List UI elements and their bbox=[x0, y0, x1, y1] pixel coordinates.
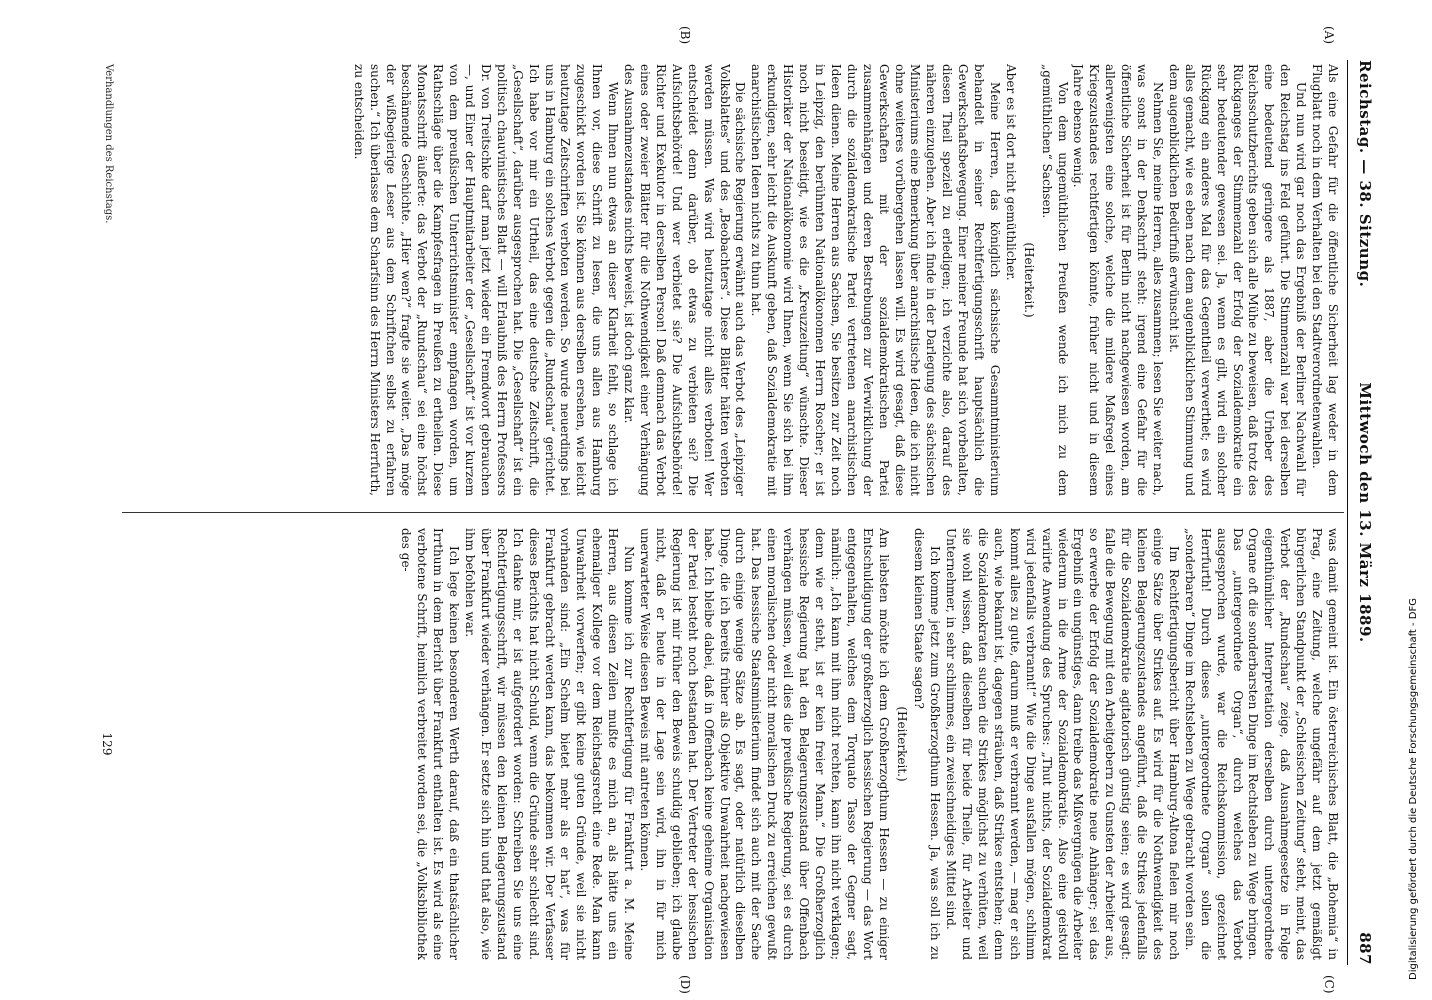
margin-marker-b: (B) bbox=[678, 26, 692, 45]
header-rule bbox=[1347, 60, 1348, 965]
page-number: 887 bbox=[1356, 932, 1374, 965]
right-text-column bbox=[120, 528, 1340, 960]
paragraph: Als eine Gefahr für die öffentliche Sicherheit lag weder in dem Flugblatt noch in dem Verhalten bei den Stadtverordnetenwahlen. bbox=[1310, 64, 1340, 496]
left-text-column bbox=[120, 64, 1340, 496]
interjection: (Heiterkeit.) bbox=[894, 706, 909, 782]
paragraph: Ich lege keinen besonderen Werth darauf, daß ein thatsächlicher Irrthum in dem Bericht über Frankfurt enthalten ist. Es wird als eine verbotene Schrift, heimlich verbreitet worden sei, die „Volksbibliothek des ge- bbox=[399, 528, 462, 960]
column-divider bbox=[122, 512, 1344, 513]
paragraph: Meine Herren, das königlich sächsische Gesammtministerium behandelt in seiner Rechtfertigungsschrift hauptsächlich die Gewerkschaftsbewegung. Einer meiner Freunde hat sich vorbehalten, diesen Theil speziell zu erledigen; ich verzichte also, darauf des näheren einzugehen. Aber ich finde in der Darlegung des sächsischen Ministeriums eine Bemerkung über anarchistische Ideen, die ich nicht ohne weiteres vorübergehen lassen will. Es wird gesagt, daß diese Gewerkschaften mit der sozialdemokratischen Partei zusammenhängen und deren Bestrebungen zur Verwirklichung der durch die sozialdemokratische Partei vertretenen anarchistischen Ideen dienen. Meine Herren aus Sachsen, Sie besitzen zur Zeit noch in Leipzig, den berühmten Nationalökonomen Herrn Roscher; er ist noch nicht beseitigt, wie es die „Kreuzzeitung“ wünschte. Dieser Historiker der Nationalökonomie wird Ihnen, wenn Sie sich bei ihm erkundigen, sehr leicht die Auskunft geben, daß Sozialdemokratie mit anarchistischen Ideen nichts zu thun hat. bbox=[749, 64, 1002, 496]
margin-marker-d: (D) bbox=[678, 975, 692, 994]
running-head-left: Reichstag. — 38. Sitzung. bbox=[1356, 60, 1374, 288]
paragraph: Nehmen Sie, meine Herren, alles zusammen; lesen Sie weiter nach, was sonst in der Denkschrift steht: irgend eine Gefahr für die öffentliche Sicherheit ist für Berlin nicht nachgewiesen worden, am allerwenigsten eine solche, welche die mildere Maßregel eines Kriegszustandes rechtfertigen könnte, früher nicht und in diesem Jahre ebenso wenig. bbox=[1071, 64, 1166, 496]
margin-marker-a: (A) bbox=[1322, 26, 1336, 45]
paragraph: Die sächsische Regierung erwähnt auch das Verbot des „Leipziger Volksblattes“ und des „Beobachters“. Diese Blätter hätten verboten werden müssen. Was wird heutzutage nicht alles verboten! Wer entscheidet denn darüber, ob etwas zu verbieten sei? Die Aufsichtsbehörde! Und wer verbietet sie? Die Aufsichtsbehörde! Richter und Exekutor in derselben Person! Daß demnach das Verbot eines oder zweier Blätter für die Nothwendigkeit einer Verhängung des Ausnahmezustandes nichts beweist, ist doch ganz klar. bbox=[622, 64, 748, 496]
interjection: (Heiterkeit.) bbox=[1021, 242, 1036, 318]
credit-text: Digitalisierung gefördert durch die Deutsche Forschungsgemeinschaft - DFG bbox=[1408, 597, 1419, 980]
paragraph: Von dem ungemüthlichen Preußen wende ich mich zu dem „gemüthlichen“ Sachsen. bbox=[1039, 64, 1070, 496]
running-head-date: Mittwoch den 13. März 1889. bbox=[1356, 382, 1374, 643]
paragraph: was damit gemeint ist. Ein österreichisches Blatt, die „Bohemia“ in Prag, eine Zeitung, welche ungefähr auf dem jetzt gemäßigt bürgerlichen Standpunkt der „Schlesischen Zeitung“ steht, meint, das Verbot der „Rundschau“ zeige, daß Ausnahmegesetze in Folge eigenthümlicher Interpretation derselben durch untergeordnete Organe oft die sonderbarsten Dinge im Rechtsleben zu Wege bringen. Das „untergeordnete Organ“, durch welches das Verbot ausgesprochen wurde, war die Reichskommission, gezeichnet Herrfurth! Durch dieses „untergeordnete Organ“ sollen die „sonderbaren“ Dinge im Rechtsleben zu Wege gebracht worden sein. bbox=[1182, 528, 1340, 960]
paragraph: Und nun wird gar noch das Ergebniß der Berliner Nachwahl für den Reichstag ins Feld geführt. Die Stimmenzahl war bei derselben eine bedeutend geringere als 1887, aber die Urheber des Reichsschutzberichts geben sich alle Mühe zu beweisen, daß trotz des Rückganges der Stimmenzahl der Erfolg der Sozialdemokratie ein sehr bedeutender gewesen sei. Ja, wenn es gilt, wird ein solcher Rückgang ein anderes Mal für das Gegentheil verwerthet; es wird alles gemacht, wie es eben nach dem augenblicklichen Stimmung und dem augenblicklichen Bedürfniß erwünscht ist. bbox=[1166, 64, 1309, 496]
paragraph: Im Rechtfertigungsbericht über Hamburg-Altona fielen mir noch einige Sätze über Strikes auf. Es wird für die Nothwendigkeit des kleinen Belagerungszustandes angeführt, daß die Strikes jedenfalls für die Sozialdemokratie agitatorisch günstig seien; es wird gesagt: falle die Bewegung mit den Arbeitgebern zu Gunsten der Arbeiter aus, so erwerbe der Erfolg der Sozialdemokratie neue Anhänger; sei das Ergebniß ein ungünstiges, dann treibe das Mißvergnügen die Arbeiter wiederum in die Arme der Sozialdemokratie. Also eine geistvoll variirte Anwendung des Spruches: „Thut nichts, der Sozialdemokrat wird jedenfalls verbrannt!“ Wie die Dinge ausfallen mögen, schlimm kommt alles zu gute, darum muß er verbrannt werden, — mag er sich auch, wie bekannt ist, dagegen sträuben, daß Strikes entstehen; denn die Sozialdemokraten suchen die Strikes möglichst zu verhüten, weil sie wohl wissen, daß dieselben für beide Theile, für Arbeiter und Unternehmer, in sehr schlimmes, ein zweischneidiges Mittel sind. bbox=[944, 528, 1181, 960]
paragraph: Aber es ist dort nicht gemüthlicher. bbox=[1003, 64, 1018, 281]
signature-mark: 129 bbox=[100, 732, 114, 756]
footer-signature: Verhandlungen des Reichstags. bbox=[103, 64, 114, 224]
margin-marker-c: (C) bbox=[1322, 975, 1336, 994]
paragraph: Ich komme jetzt zum Großherzogthum Hessen. Ja, was soll ich zu diesem kleinen Staate sagen? bbox=[912, 528, 943, 960]
paragraph: Wenn Ihnen nun etwas an dieser Klarheit fehlt, so schlage ich Ihnen vor, diese Schrift zu lesen, die uns allen aus Hamburg zugeschickt worden ist. Sie können aus derselben ersehen, wie leicht heutzutage Zeitschriften verboten werden. So wurde neuerdings bei uns in Hamburg ein solches Verbot gegen die „Rundschau“ gerichtet. Ich habe vor mir ein Urtheil, das eine deutsche Zeitschrift, die „Gesellschaft“, darüber ausgesprochen hat. Die „Gesellschaft“ ist ein politisch chauvinistisches Blatt — will Erlaubniß des Herrn Professors Dr. von Treitschke darf man jetzt wieder ein Fremdwort gebrauchen —, und Einer der Hauptmitarbeiter der „Gesellschaft“ ist vor kurzem von dem preußischen Unterrichtsminister empfangen worden, um Rathschläge über die Kampfesfragen in Preußen zu ertheilen. Diese Monatsschrift äußerte: das Verbot der „Rundschau“ sei eine höchst beschämende Geschichte. „Hier wen?“ fragte sie weiter. „Das möge der wißbegierige Leser aus dem Schriftchen selbst zu erfahren suchen.“ Ich überlasse dem Scharfsinn des Herrn Ministers Herrfurth, zu entscheiden. bbox=[351, 64, 621, 496]
paragraph: Nun komme ich zur Rechtfertigung für Frankfurt a. M. Meine Herren, aus diesen Zeilen mußte es mich an, als hätte uns ein ehemaliger Kollege vor dem Reichstagsrecht eine Rede. Man kann Unwahrheit vorwerfen; er gibt keine guten Gründe, weil sie nicht vorhanden sind: „Ein Schelm bietet mehr als er hat“, was für Frankfurt gebracht werden kann, das bekommen wir. Der Verfasser dieses Berichts hat nicht Schuld, wenn die Gründe sehr schlecht sind. Ich danke mir, er ist aufgefordert worden: Schreiben Sie uns eine Rechtfertigungsschrift, wir müssen den kleinen Belagerungszustand über Frankfurt wieder verhängen. Er setzte sich hin und that also, wie ihm befohlen war. bbox=[463, 528, 637, 960]
running-head bbox=[1348, 60, 1374, 965]
paragraph: Am liebsten möchte ich dem Großherzogthum Hessen — zu einiger Entschuldigung der großherzoglich hessischen Regierung — das Wort entgegenhalten, welches dem Torquato Tasso der Gegner sagt, nämlich: „Ich kann mit ihm nicht rechten, kann ihn nicht verklagen; denn wie er steht, ist er kein freier Mann.“ Die Großherzoglich hessische Regierung hat den Belagerungszustand über Offenbach verhängen müssen, weil dies die preußische Regierung, sei es durch einen moralischen oder nicht moralischen Druck zu erreichen gewußt hat. Das hessische Staatsministerium findet sich auch mit der Sache durch einige wenige Sätze ab. Es sagt, oder natürlich dieselben Dinge, die ich bereits früher als Objektive Unwahrheit nachgewiesen habe. Ich bleibe dabei, daß in Offenbach keine geheime Organisation der Partei besteht noch bestanden hat. Der Vertreter der hessischen Regierung ist mir früher den Beweis schuldig geblieben; ich glaube nicht, daß er heute in der Lage sein wird, ihn in für mich unerwarteter Weise diesen Beweis mit antreten können. bbox=[638, 528, 891, 960]
